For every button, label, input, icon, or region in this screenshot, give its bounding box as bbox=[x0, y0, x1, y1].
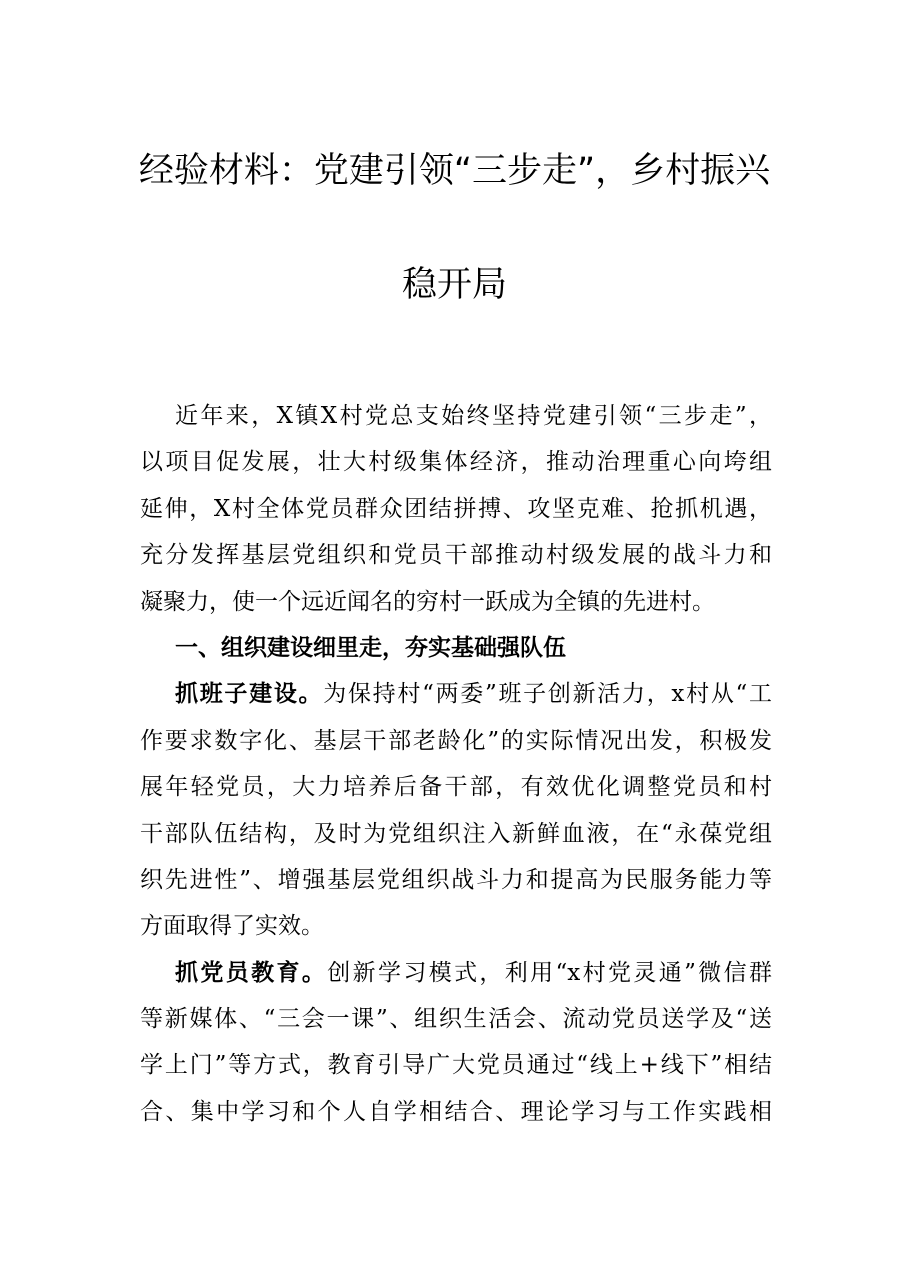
document-body bbox=[140, 393, 772, 1135]
paragraph-2-line: 织先进性”、增强基层党组织战斗力和提高为民服务能力等 bbox=[140, 866, 772, 893]
paragraph-2-lead: 抓班子建设。 bbox=[175, 681, 324, 708]
paragraph-2-line: 作要求数字化、基层干部老龄化”的实际情况出发，积极发 bbox=[140, 727, 772, 754]
document-title-line-1: 经验材料：党建引领“三步走”，乡村振兴 bbox=[138, 151, 771, 191]
paragraph-1-line: 以项目促发展，壮大村级集体经济，推动治理重心向垮组 bbox=[140, 449, 772, 476]
document-title-line-2: 稳开局 bbox=[401, 265, 507, 305]
section-heading-1: 一、组织建设细里走，夯实基础强队伍 bbox=[175, 634, 566, 661]
paragraph-3-text: 创新学习模式，利用“x村党灵通”微信群 bbox=[327, 959, 772, 986]
paragraph-3-line bbox=[140, 950, 772, 996]
paragraph-3-line: 等新媒体、“三会一课”、组织生活会、流动党员送学及“送 bbox=[140, 1006, 772, 1033]
paragraph-2-line: 干部队伍结构，及时为党组织注入新鲜血液，在“永葆党组 bbox=[140, 820, 772, 847]
paragraph-3-lead: 抓党员教育。 bbox=[175, 959, 328, 986]
paragraph-2-text: 为保持村“两委”班子创新活力，x村从“工 bbox=[323, 681, 773, 708]
paragraph-2-line: 方面取得了实效。 bbox=[140, 913, 324, 940]
paragraph-3-line: 学上门”等方式，教育引导广大党员通过“线上+线下”相结 bbox=[140, 1052, 772, 1079]
paragraph-1-line: 充分发挥基层党组织和党员干部推动村级发展的战斗力和 bbox=[140, 542, 772, 569]
paragraph-1-line: 延伸，X村全体党员群众团结拼搏、攻坚克难、抢抓机遇， bbox=[140, 495, 772, 522]
paragraph-1-line: 近年来，X镇X村党总支始终坚持党建引领“三步走”， bbox=[175, 403, 772, 429]
paragraph-2-line: 展年轻党员，大力培养后备干部，有效优化调整党员和村 bbox=[140, 774, 772, 801]
paragraph-2-line bbox=[140, 671, 772, 717]
paragraph-3-line: 合、集中学习和个人自学相结合、理论学习与工作实践相 bbox=[140, 1098, 772, 1125]
paragraph-1-line: 凝聚力，使一个远近闻名的穷村一跃成为全镇的先进村。 bbox=[140, 588, 715, 615]
